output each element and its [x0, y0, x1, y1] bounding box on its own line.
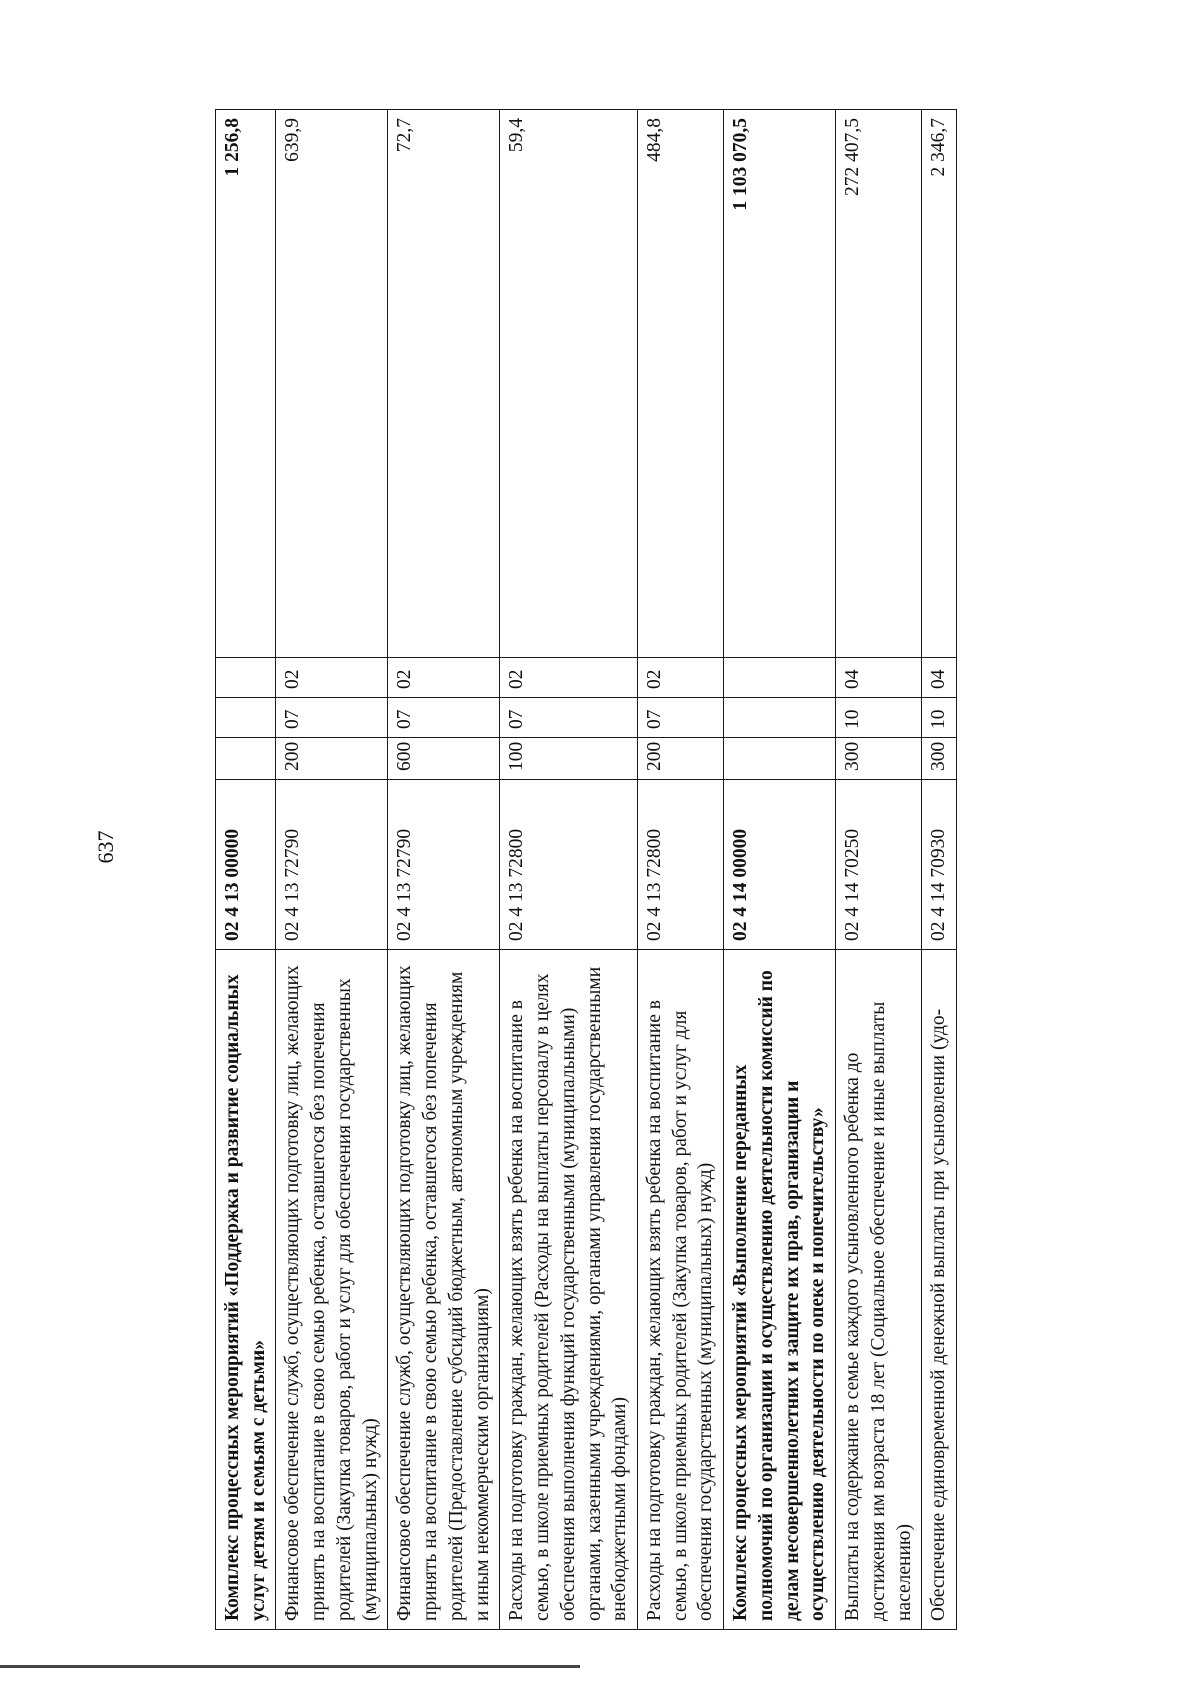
row-vr	[216, 738, 276, 780]
table-row	[276, 110, 388, 1630]
budget-table	[215, 109, 957, 1630]
table-row	[836, 110, 922, 1630]
row-description: Расходы на подготовку граждан, желающих взять ребенка на воспитание в семью, в школе приемных родителей (Закупка товаров, работ и услуг для обеспечения государственных (муниципальных) нужд)	[638, 950, 724, 1630]
table-row	[638, 110, 724, 1630]
row-description: Расходы на подготовку граждан, желающих взять ребенка на воспитание в семью, в школе приемных родителей (Расходы на выплаты персоналу в целях обеспечения выполнения функций государственными (муниципальными) органами, казенными учреждениями, органами управления государственными внебюджетными фондами)	[500, 950, 638, 1630]
row-amount: 59,4	[500, 110, 638, 658]
row-amount: 1 256,8	[216, 110, 276, 658]
row-code: 02 4 13 72790	[276, 780, 388, 950]
row-description: Комплекс процессных мероприятий «Поддержка и развитие социальных услуг детям и семьям с детьми»	[216, 950, 276, 1630]
row-pr	[724, 658, 836, 698]
row-code: 02 4 14 70930	[922, 780, 957, 950]
table-row	[922, 110, 957, 1630]
row-vr: 200	[276, 738, 388, 780]
row-code: 02 4 14 70250	[836, 780, 922, 950]
row-code: 02 4 13 72800	[500, 780, 638, 950]
row-code: 02 4 14 00000	[724, 780, 836, 950]
row-rz	[724, 698, 836, 738]
row-rz: 07	[638, 698, 724, 738]
row-rz: 07	[388, 698, 500, 738]
row-rz: 10	[922, 698, 957, 738]
row-rz	[216, 698, 276, 738]
row-pr: 02	[500, 658, 638, 698]
row-code: 02 4 13 72790	[388, 780, 500, 950]
scan-edge-line	[0, 1665, 580, 1668]
table-row	[216, 110, 276, 1630]
row-pr: 04	[922, 658, 957, 698]
row-description: Обеспечение единовременной денежной выплаты при усыновлении (удо-	[922, 950, 957, 1630]
row-pr	[216, 658, 276, 698]
row-description: Финансовое обеспечение служб, осуществляющих подготовку лиц, желающих принять на воспитание в свою семью ребенка, оставшегося без попечения родителей (Закупка товаров, работ и услуг для обеспечения государственных (муниципальных) нужд)	[276, 950, 388, 1630]
row-pr: 04	[836, 658, 922, 698]
table-row	[388, 110, 500, 1630]
row-rz: 07	[276, 698, 388, 738]
row-rz: 10	[836, 698, 922, 738]
row-amount: 72,7	[388, 110, 500, 658]
row-amount: 639,9	[276, 110, 388, 658]
row-vr	[724, 738, 836, 780]
row-amount: 1 103 070,5	[724, 110, 836, 658]
table-row	[724, 110, 836, 1630]
row-pr: 02	[276, 658, 388, 698]
row-vr: 300	[922, 738, 957, 780]
row-description: Комплекс процессных мероприятий «Выполнение переданных полномочий по организации и осуществлению деятельности комиссий по делам несовершеннолетних и защите их прав, организации и осуществлению деятельности по опеке и попечительству»	[724, 950, 836, 1630]
row-amount: 2 346,7	[922, 110, 957, 658]
table-row	[500, 110, 638, 1630]
row-rz: 07	[500, 698, 638, 738]
row-code: 02 4 13 72800	[638, 780, 724, 950]
row-amount: 484,8	[638, 110, 724, 658]
page-number: 637	[93, 830, 118, 864]
row-amount: 272 407,5	[836, 110, 922, 658]
row-pr: 02	[388, 658, 500, 698]
row-vr: 200	[638, 738, 724, 780]
row-vr: 600	[388, 738, 500, 780]
row-description: Выплаты на содержание в семье каждого усыновленного ребенка до достижения им возраста 18 лет (Социальное обеспечение и иные выплаты населению)	[836, 950, 922, 1630]
row-description: Финансовое обеспечение служб, осуществляющих подготовку лиц, желающих принять на воспитание в свою семью ребенка, оставшегося без попечения родителей (Предоставление субсидий бюджетным, автономным учреждениям и иным некоммерческим организациям)	[388, 950, 500, 1630]
row-code: 02 4 13 00000	[216, 780, 276, 950]
rotated-page-content	[215, 110, 1105, 1630]
row-vr: 100	[500, 738, 638, 780]
row-vr: 300	[836, 738, 922, 780]
row-pr: 02	[638, 658, 724, 698]
